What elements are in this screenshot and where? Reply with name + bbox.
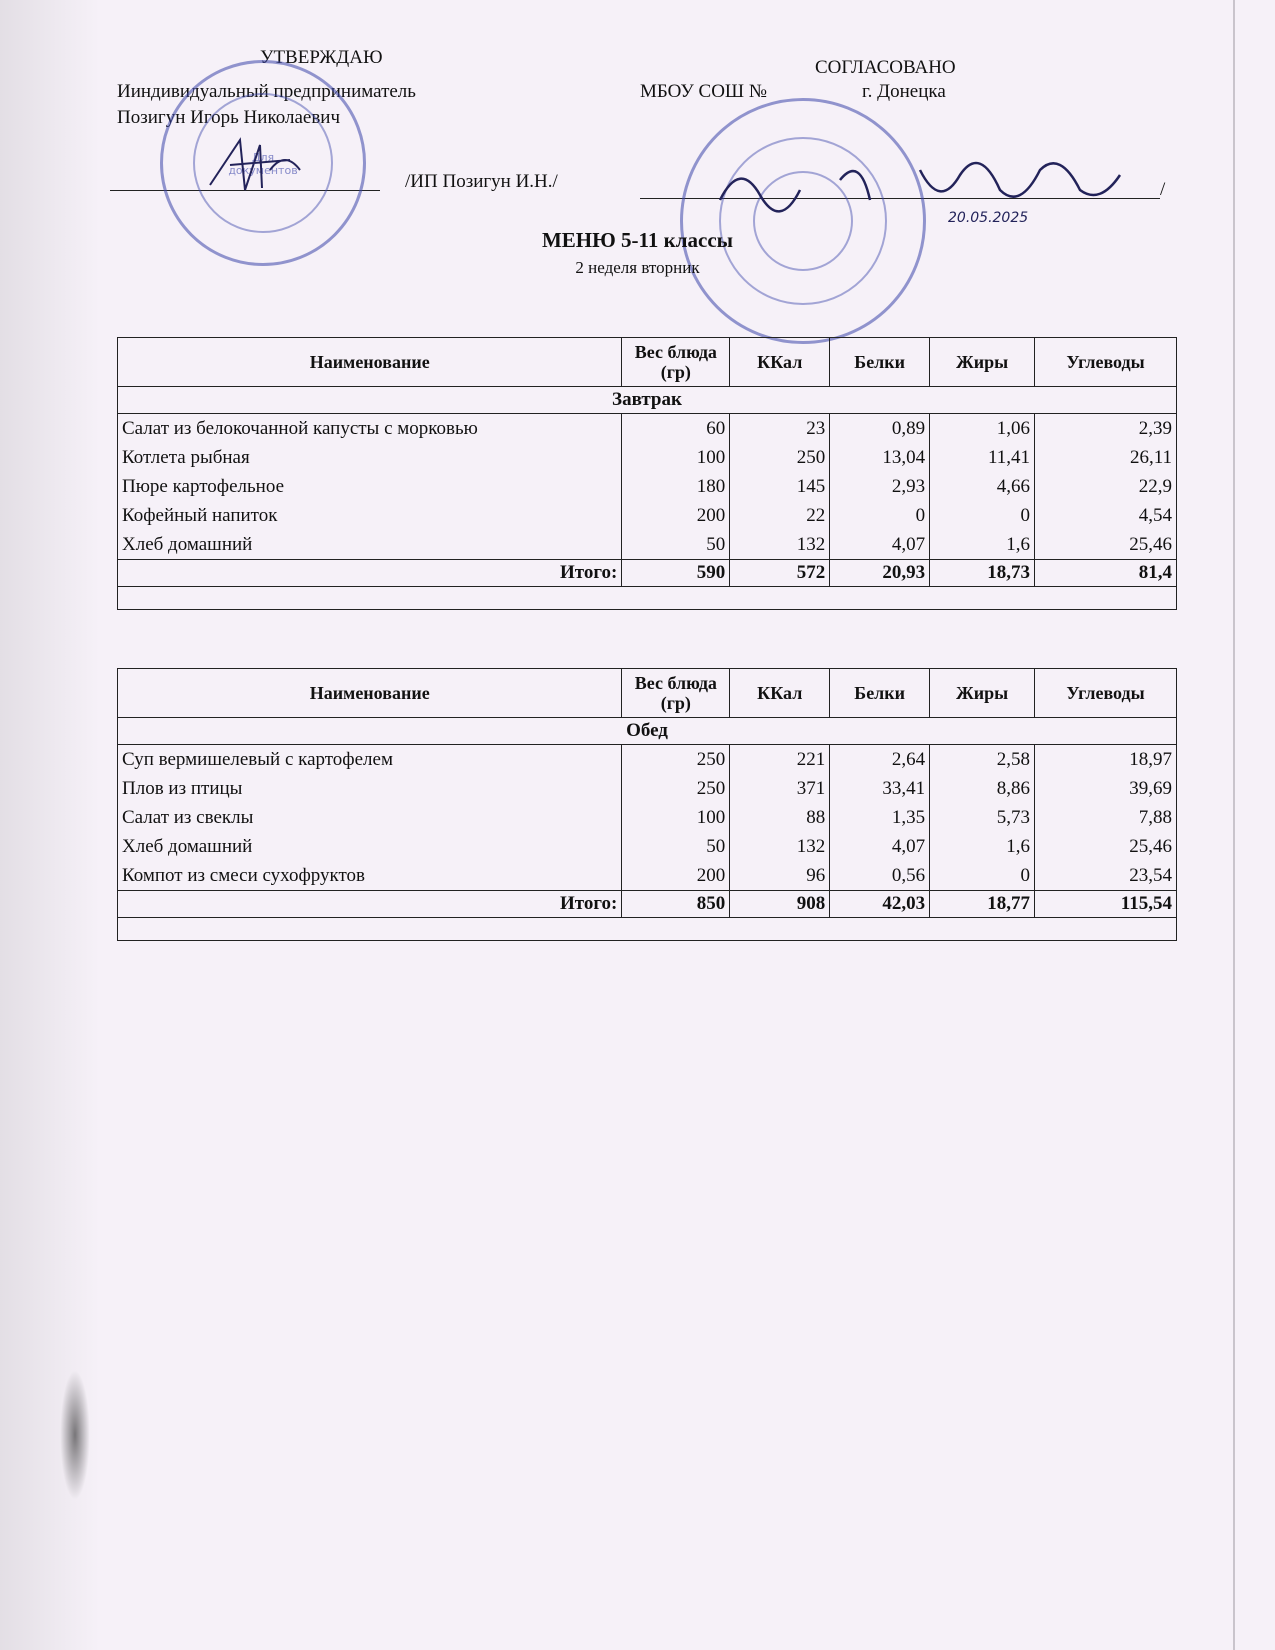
dish-name: Компот из смеси сухофруктов [118, 861, 622, 891]
dish-fat: 8,86 [930, 774, 1035, 803]
col-weight: Вес блюда (гр) [622, 669, 730, 718]
approve-line-2: Позигун Игорь Николаевич [117, 107, 341, 128]
table-row [118, 443, 1177, 472]
dish-fat: 0 [930, 861, 1035, 891]
col-protein: Белки [830, 669, 930, 718]
dish-name: Кофейный напиток [118, 501, 622, 530]
dish-weight: 50 [622, 832, 730, 861]
dish-fat: 11,41 [930, 443, 1035, 472]
table-row [118, 774, 1177, 803]
dish-name: Хлеб домашний [118, 832, 622, 861]
dish-fat: 4,66 [930, 472, 1035, 501]
dish-kcal: 22 [730, 501, 830, 530]
agree-signature [700, 150, 1160, 225]
breakfast-table [117, 337, 1177, 610]
col-weight: Вес блюда (гр) [622, 338, 730, 387]
dish-weight: 100 [622, 443, 730, 472]
approve-signature [200, 130, 320, 200]
table-row [118, 832, 1177, 861]
dish-name: Салат из свеклы [118, 803, 622, 832]
dish-kcal: 250 [730, 443, 830, 472]
dish-carbs: 22,9 [1035, 472, 1177, 501]
dish-kcal: 221 [730, 745, 830, 775]
col-fat: Жиры [930, 669, 1035, 718]
total-row [118, 891, 1177, 918]
dish-weight: 200 [622, 861, 730, 891]
dish-weight: 180 [622, 472, 730, 501]
dish-protein: 33,41 [830, 774, 930, 803]
dish-weight: 60 [622, 414, 730, 444]
dish-name: Суп вермишелевый с картофелем [118, 745, 622, 775]
dish-fat: 1,6 [930, 832, 1035, 861]
dish-weight: 250 [622, 745, 730, 775]
dish-name: Салат из белокочанной капусты с морковью [118, 414, 622, 444]
total-row [118, 560, 1177, 587]
total-fat: 18,77 [930, 891, 1035, 918]
approve-signer: /ИП Позигун И.Н./ [405, 171, 558, 192]
dish-kcal: 371 [730, 774, 830, 803]
dish-kcal: 23 [730, 414, 830, 444]
dish-fat: 2,58 [930, 745, 1035, 775]
dish-protein: 13,04 [830, 443, 930, 472]
table-row [118, 745, 1177, 775]
dish-protein: 2,64 [830, 745, 930, 775]
table-row [118, 803, 1177, 832]
dish-kcal: 132 [730, 530, 830, 560]
dish-kcal: 145 [730, 472, 830, 501]
total-weight: 590 [622, 560, 730, 587]
table-row [118, 501, 1177, 530]
agree-heading: СОГЛАСОВАНО [815, 57, 956, 78]
total-kcal: 572 [730, 560, 830, 587]
dish-weight: 250 [622, 774, 730, 803]
dish-name: Пюре картофельное [118, 472, 622, 501]
dish-weight: 50 [622, 530, 730, 560]
col-name: Наименование [118, 669, 622, 718]
dish-protein: 1,35 [830, 803, 930, 832]
dish-carbs: 18,97 [1035, 745, 1177, 775]
table-row [118, 414, 1177, 444]
col-fat: Жиры [930, 338, 1035, 387]
agree-school: МБОУ СОШ № [640, 81, 767, 102]
total-protein: 20,93 [830, 560, 930, 587]
dish-fat: 1,6 [930, 530, 1035, 560]
dish-carbs: 4,54 [1035, 501, 1177, 530]
dish-protein: 0,56 [830, 861, 930, 891]
agree-signer-suffix: / [1160, 179, 1166, 200]
dish-carbs: 39,69 [1035, 774, 1177, 803]
col-kcal: ККал [730, 669, 830, 718]
total-kcal: 908 [730, 891, 830, 918]
dish-protein: 4,07 [830, 832, 930, 861]
dish-protein: 0 [830, 501, 930, 530]
col-carbs: Углеводы [1035, 669, 1177, 718]
dish-carbs: 2,39 [1035, 414, 1177, 444]
approve-line-1: Ииндивидуальный предприниматель [117, 81, 416, 102]
dish-carbs: 23,54 [1035, 861, 1177, 891]
dish-kcal: 96 [730, 861, 830, 891]
total-label: Итого: [118, 560, 622, 587]
scan-smudge [60, 1370, 90, 1500]
dish-protein: 0,89 [830, 414, 930, 444]
table-header-row [118, 338, 1177, 387]
dish-weight: 100 [622, 803, 730, 832]
dish-weight: 200 [622, 501, 730, 530]
agree-city: г. Донецка [862, 81, 946, 102]
dish-kcal: 88 [730, 803, 830, 832]
dish-fat: 1,06 [930, 414, 1035, 444]
total-fat: 18,73 [930, 560, 1035, 587]
dish-kcal: 132 [730, 832, 830, 861]
section-title-breakfast: Завтрак [118, 387, 1177, 414]
dish-name: Плов из птицы [118, 774, 622, 803]
table-row [118, 472, 1177, 501]
approve-heading: УТВЕРЖДАЮ [260, 47, 383, 68]
col-protein: Белки [830, 338, 930, 387]
dish-carbs: 7,88 [1035, 803, 1177, 832]
dish-fat: 5,73 [930, 803, 1035, 832]
col-kcal: ККал [730, 338, 830, 387]
company-stamp: Для документов [160, 60, 366, 266]
section-title-lunch: Обед [118, 718, 1177, 745]
table-header-row [118, 669, 1177, 718]
dish-fat: 0 [930, 501, 1035, 530]
col-name: Наименование [118, 338, 622, 387]
dish-protein: 4,07 [830, 530, 930, 560]
empty-row [118, 918, 1177, 941]
lunch-table [117, 668, 1177, 941]
total-weight: 850 [622, 891, 730, 918]
dish-carbs: 25,46 [1035, 530, 1177, 560]
table-row [118, 861, 1177, 891]
total-label: Итого: [118, 891, 622, 918]
dish-carbs: 25,46 [1035, 832, 1177, 861]
page-title: МЕНЮ 5-11 классы [541, 228, 734, 252]
col-carbs: Углеводы [1035, 338, 1177, 387]
total-carbs: 81,4 [1035, 560, 1177, 587]
empty-row [118, 587, 1177, 610]
page-subtitle: 2 неделя вторник [575, 258, 700, 277]
table-row [118, 530, 1177, 560]
total-protein: 42,03 [830, 891, 930, 918]
agree-signature-date: 20.05.2025 [948, 210, 1029, 225]
dish-name: Котлета рыбная [118, 443, 622, 472]
total-carbs: 115,54 [1035, 891, 1177, 918]
dish-carbs: 26,11 [1035, 443, 1177, 472]
dish-name: Хлеб домашний [118, 530, 622, 560]
dish-protein: 2,93 [830, 472, 930, 501]
